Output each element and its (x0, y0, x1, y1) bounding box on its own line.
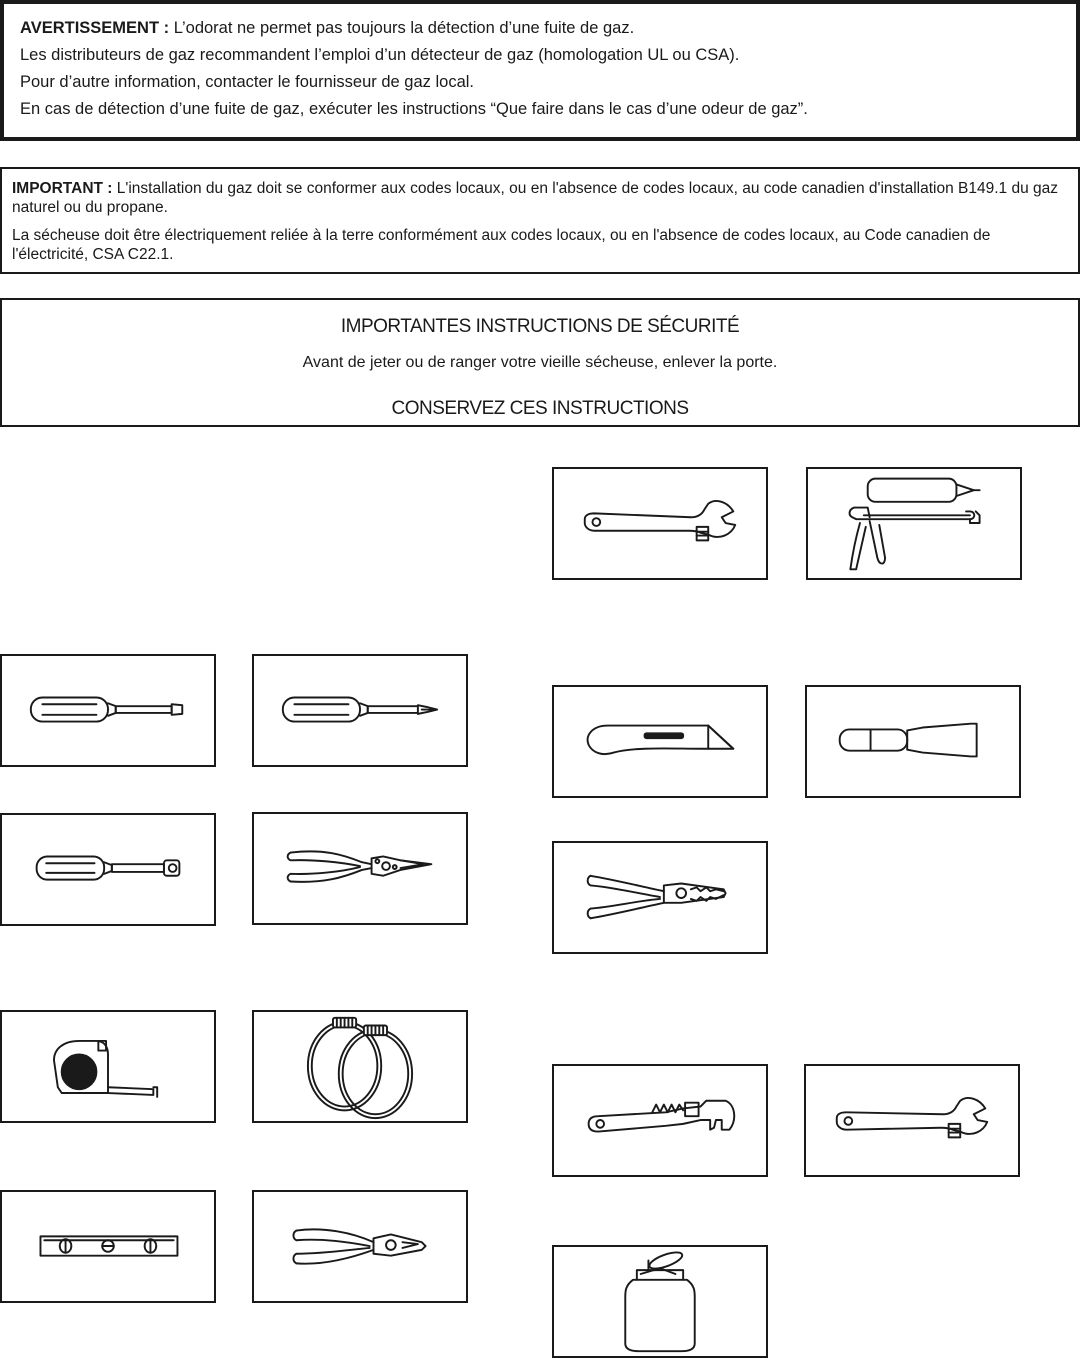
adjustable-wrench-icon (552, 467, 768, 580)
safety-footer: CONSERVEZ CES INSTRUCTIONS (391, 398, 689, 419)
phillips-screwdriver-icon (252, 654, 468, 767)
leak-test-solution-icon (552, 1245, 768, 1358)
warning-label: AVERTISSEMENT : (20, 19, 170, 37)
important-box (0, 167, 1080, 274)
warning-line-3: Pour d’autre information, contacter le fournisseur de gaz local. (20, 73, 474, 91)
safety-box (0, 298, 1080, 427)
warning-line-1: AVERTISSEMENT : L’odorat ne permet pas toujours la détection d’une fuite de gaz. (20, 19, 635, 37)
flat-screwdriver-icon (0, 654, 216, 767)
tin-snips-icon (252, 812, 468, 925)
nut-driver-icon (0, 813, 216, 926)
safety-text: Avant de jeter ou de ranger votre vieille sécheuse, enlever la porte. (302, 354, 778, 371)
warning-box (0, 0, 1080, 141)
pliers-icon (252, 1190, 468, 1303)
warning-line-2: Les distributeurs de gaz recommandent l’emploi d’un détecteur de gaz (homologation UL ou CSA). (20, 46, 740, 64)
safety-title: IMPORTANTES INSTRUCTIONS DE SÉCURITÉ (340, 316, 740, 337)
important-para-1: IMPORTANT : L'installation du gaz doit se conformer aux codes locaux, ou en l'absence de codes locaux, au code canadien d'installation B149.1 du gaz naturel ou du propane. (12, 180, 1058, 216)
pipe-wrench-icon (552, 1064, 768, 1177)
utility-knife-icon (552, 685, 768, 798)
putty-knife-icon (805, 685, 1021, 798)
adjustable-wrench-2-icon (804, 1064, 1020, 1177)
important-para-2: La sécheuse doit être électriquement reliée à la terre conformément aux codes locaux, ou en l'absence de codes locaux, au Code canadien de l'électricité, CSA C22.1. (12, 227, 991, 263)
warning-line-4: En cas de détection d’une fuite de gaz, exécuter les instructions “Que faire dans le cas d’une odeur de gaz”. (20, 100, 808, 118)
important-label: IMPORTANT : (12, 180, 113, 197)
level-icon (0, 1190, 216, 1303)
wire-stripper-icon (552, 841, 768, 954)
duct-clamps-icon (252, 1010, 468, 1123)
caulking-gun-icon (806, 467, 1022, 580)
tape-measure-icon (0, 1010, 216, 1123)
